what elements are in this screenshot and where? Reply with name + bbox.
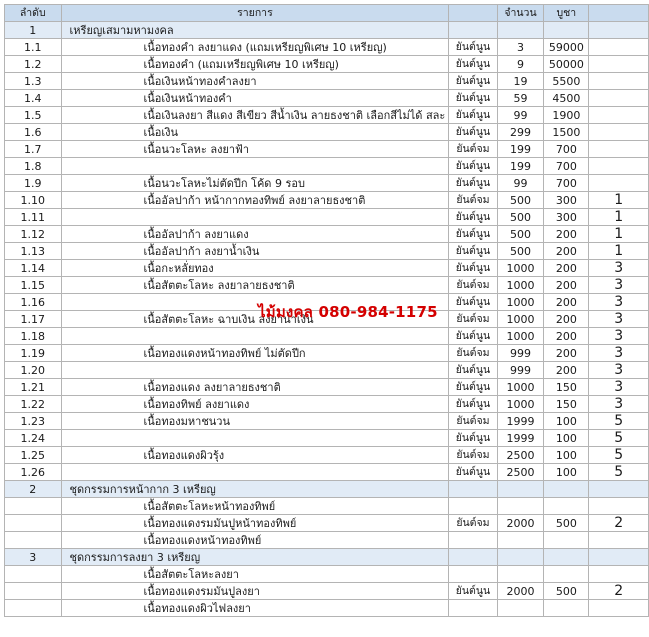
cell-no: 1.21 <box>5 379 62 396</box>
cell-extra <box>589 600 649 617</box>
cell-qty: 99 <box>497 175 544 192</box>
cell-extra: 1 <box>589 209 649 226</box>
cell-no: 1.3 <box>5 73 62 90</box>
cell-name: เนื้อทองแดงผิวรุ้ง <box>61 447 449 464</box>
cell-type: ยันต์นูน <box>449 430 497 447</box>
cell-price: 200 <box>544 260 589 277</box>
cell-extra <box>589 22 649 39</box>
cell-qty <box>497 600 544 617</box>
cell-extra: 3 <box>589 311 649 328</box>
cell-name: เนื้ออัลปาก้า หน้ากากทองทิพย์ ลงยาลายธงชาติ <box>61 192 449 209</box>
cell-name: เนื้อนวะโลหะไม่ตัดปีก โค้ด 9 รอบ <box>61 175 449 192</box>
table-row <box>5 447 649 464</box>
table-row <box>5 90 649 107</box>
cell-extra <box>589 39 649 56</box>
table-row <box>5 600 649 617</box>
cell-no: 1.23 <box>5 413 62 430</box>
cell-price: 300 <box>544 209 589 226</box>
cell-name: เนื้ออัลปาก้า ลงยาแดง <box>61 226 449 243</box>
cell-no: 1.15 <box>5 277 62 294</box>
cell-type: ยันต์นูน <box>449 464 497 481</box>
cell-no: 1.18 <box>5 328 62 345</box>
cell-name: เนื้อทองแดงหน้าทองทิพย์ ไม่ตัดปีก <box>61 345 449 362</box>
contact-watermark: ไม้มงคล 080-984-1175 <box>258 303 438 321</box>
cell-extra <box>589 107 649 124</box>
cell-no <box>5 566 62 583</box>
cell-price: 5500 <box>544 73 589 90</box>
cell-qty: 59 <box>497 90 544 107</box>
table-row <box>5 107 649 124</box>
table-row <box>5 566 649 583</box>
table-row <box>5 498 649 515</box>
cell-extra: 1 <box>589 192 649 209</box>
cell-extra <box>589 532 649 549</box>
cell-name: เนื้อสัตตะโลหะ ฉาบเงิน ลงยาน้ำเงิน <box>61 311 449 328</box>
cell-qty: 999 <box>497 345 544 362</box>
cell-type: ยันต์นูน <box>449 107 497 124</box>
table-row <box>5 158 649 175</box>
cell-type: ยันต์นูน <box>449 362 497 379</box>
cell-name: เนื้อสัตตะโลหะ ลงยาลายธงชาติ <box>61 277 449 294</box>
header-no: ลำดับ <box>5 5 62 22</box>
cell-type: ยันต์จม <box>449 192 497 209</box>
cell-no: 1.13 <box>5 243 62 260</box>
table-row <box>5 226 649 243</box>
cell-price: 700 <box>544 141 589 158</box>
cell-qty: 1000 <box>497 328 544 345</box>
table-row <box>5 192 649 209</box>
cell-qty: 500 <box>497 243 544 260</box>
table-row <box>5 277 649 294</box>
cell-price: 100 <box>544 464 589 481</box>
cell-name: เนื้อเงินหน้าทองคำลงยา <box>61 73 449 90</box>
table-row <box>5 243 649 260</box>
cell-type <box>449 600 497 617</box>
cell-price: 700 <box>544 158 589 175</box>
cell-name: เนื้อทองแดงหน้าทองทิพย์ <box>61 532 449 549</box>
table-row <box>5 141 649 158</box>
table-row <box>5 396 649 413</box>
table-row <box>5 430 649 447</box>
cell-extra: 5 <box>589 413 649 430</box>
cell-type: ยันต์นูน <box>449 226 497 243</box>
cell-no: 1.6 <box>5 124 62 141</box>
cell-price <box>544 566 589 583</box>
cell-name: เนื้อสัตตะโลหะหน้าทองทิพย์ <box>61 498 449 515</box>
cell-name: เนื้อทองแดงรมมันปูลงยา <box>61 583 449 600</box>
cell-price <box>544 481 589 498</box>
cell-qty: 199 <box>497 158 544 175</box>
cell-name: เนื้อทองแดงรมมันปูหน้าทองทิพย์ <box>61 515 449 532</box>
cell-extra: 2 <box>589 515 649 532</box>
cell-qty: 199 <box>497 141 544 158</box>
cell-no: 1.20 <box>5 362 62 379</box>
cell-type: ยันต์นูน <box>449 124 497 141</box>
cell-price <box>544 600 589 617</box>
table-row <box>5 379 649 396</box>
cell-name: เนื้อทองแดงผิวไฟลงยา <box>61 600 449 617</box>
cell-no: 3 <box>5 549 62 566</box>
cell-extra: 1 <box>589 226 649 243</box>
cell-name: เนื้อสัตตะโลหะลงยา <box>61 566 449 583</box>
cell-no: 2 <box>5 481 62 498</box>
cell-qty: 1000 <box>497 379 544 396</box>
cell-no: 1.11 <box>5 209 62 226</box>
cell-qty: 9 <box>497 56 544 73</box>
cell-extra: 5 <box>589 464 649 481</box>
cell-no: 1.7 <box>5 141 62 158</box>
cell-name <box>61 464 449 481</box>
cell-qty: 299 <box>497 124 544 141</box>
header-qty: จำนวน <box>497 5 544 22</box>
cell-extra: 5 <box>589 447 649 464</box>
cell-type <box>449 566 497 583</box>
cell-type <box>449 532 497 549</box>
cell-qty <box>497 566 544 583</box>
table-row <box>5 583 649 600</box>
cell-type: ยันต์จม <box>449 515 497 532</box>
group-row <box>5 549 649 566</box>
cell-name: เนื้อเงินลงยา สีแดง สีเขียว สีน้ำเงิน ลายธงชาติ เลือกสีไม่ได้ สละ <box>61 107 449 124</box>
cell-extra: 3 <box>589 277 649 294</box>
cell-price <box>544 498 589 515</box>
cell-qty: 3 <box>497 39 544 56</box>
cell-qty <box>497 549 544 566</box>
cell-price: 700 <box>544 175 589 192</box>
cell-qty: 1000 <box>497 311 544 328</box>
cell-no: 1.9 <box>5 175 62 192</box>
cell-qty: 19 <box>497 73 544 90</box>
cell-type: ยันต์จม <box>449 311 497 328</box>
cell-extra <box>589 175 649 192</box>
table-header-row <box>5 5 649 22</box>
cell-type: ยันต์จม <box>449 447 497 464</box>
cell-extra: 3 <box>589 362 649 379</box>
cell-extra <box>589 90 649 107</box>
header-name: รายการ <box>61 5 449 22</box>
cell-extra: 3 <box>589 379 649 396</box>
cell-qty: 1000 <box>497 260 544 277</box>
cell-price: 4500 <box>544 90 589 107</box>
cell-extra <box>589 56 649 73</box>
cell-type: ยันต์นูน <box>449 158 497 175</box>
cell-qty: 1000 <box>497 294 544 311</box>
cell-no: 1.22 <box>5 396 62 413</box>
cell-no <box>5 583 62 600</box>
group-row <box>5 22 649 39</box>
cell-name <box>61 362 449 379</box>
cell-qty: 1999 <box>497 413 544 430</box>
cell-price <box>544 532 589 549</box>
header-type <box>449 5 497 22</box>
table-row <box>5 515 649 532</box>
cell-extra: 5 <box>589 430 649 447</box>
cell-price: 200 <box>544 226 589 243</box>
cell-extra: 3 <box>589 345 649 362</box>
cell-type: ยันต์นูน <box>449 209 497 226</box>
cell-price: 150 <box>544 379 589 396</box>
cell-extra: 3 <box>589 328 649 345</box>
group-row <box>5 481 649 498</box>
cell-price: 100 <box>544 447 589 464</box>
cell-price <box>544 22 589 39</box>
cell-name: เนื้อเงิน <box>61 124 449 141</box>
cell-type: ยันต์นูน <box>449 583 497 600</box>
cell-name <box>61 209 449 226</box>
table-row <box>5 124 649 141</box>
price-list-sheet <box>4 4 649 617</box>
cell-no: 1.4 <box>5 90 62 107</box>
cell-no: 1.12 <box>5 226 62 243</box>
cell-qty: 2500 <box>497 447 544 464</box>
cell-no: 1.17 <box>5 311 62 328</box>
cell-name: เนื้อทองแดง ลงยาลายธงชาติ <box>61 379 449 396</box>
cell-extra: 3 <box>589 396 649 413</box>
cell-type: ยันต์นูน <box>449 396 497 413</box>
cell-name: ชุดกรรมการลงยา 3 เหรียญ <box>61 549 449 566</box>
cell-price: 100 <box>544 430 589 447</box>
cell-no: 1.25 <box>5 447 62 464</box>
cell-price: 50000 <box>544 56 589 73</box>
cell-type: ยันต์จม <box>449 413 497 430</box>
cell-type: ยันต์จม <box>449 277 497 294</box>
cell-extra: 2 <box>589 583 649 600</box>
cell-type: ยันต์นูน <box>449 379 497 396</box>
cell-no <box>5 515 62 532</box>
header-price: บูชา <box>544 5 589 22</box>
cell-extra: 3 <box>589 294 649 311</box>
cell-price: 200 <box>544 277 589 294</box>
cell-qty: 1000 <box>497 396 544 413</box>
cell-extra: 1 <box>589 243 649 260</box>
cell-no <box>5 600 62 617</box>
table-row <box>5 464 649 481</box>
table-row <box>5 175 649 192</box>
table-row <box>5 209 649 226</box>
cell-no: 1.8 <box>5 158 62 175</box>
cell-type: ยันต์นูน <box>449 243 497 260</box>
cell-qty: 999 <box>497 362 544 379</box>
cell-type: ยันต์นูน <box>449 56 497 73</box>
cell-name: เนื้อทองทิพย์ ลงยาแดง <box>61 396 449 413</box>
cell-name <box>61 328 449 345</box>
cell-price: 100 <box>544 413 589 430</box>
cell-extra <box>589 124 649 141</box>
table-row <box>5 260 649 277</box>
cell-qty <box>497 22 544 39</box>
cell-type: ยันต์จม <box>449 345 497 362</box>
cell-qty <box>497 481 544 498</box>
cell-no: 1.10 <box>5 192 62 209</box>
cell-price: 200 <box>544 294 589 311</box>
cell-type <box>449 549 497 566</box>
cell-qty: 2500 <box>497 464 544 481</box>
cell-name: เนื้อทองมหาชนวน <box>61 413 449 430</box>
cell-extra <box>589 158 649 175</box>
cell-name <box>61 158 449 175</box>
cell-extra <box>589 498 649 515</box>
cell-qty: 2000 <box>497 515 544 532</box>
table-row <box>5 362 649 379</box>
cell-no <box>5 532 62 549</box>
cell-type: ยันต์นูน <box>449 73 497 90</box>
cell-qty: 500 <box>497 226 544 243</box>
cell-type: ยันต์นูน <box>449 175 497 192</box>
cell-extra <box>589 549 649 566</box>
cell-extra <box>589 141 649 158</box>
cell-no <box>5 498 62 515</box>
cell-price: 200 <box>544 362 589 379</box>
cell-price: 200 <box>544 311 589 328</box>
cell-no: 1.14 <box>5 260 62 277</box>
cell-qty <box>497 532 544 549</box>
cell-qty <box>497 498 544 515</box>
cell-no: 1.2 <box>5 56 62 73</box>
cell-qty: 500 <box>497 192 544 209</box>
cell-name: เนื้อทองคำ (แถมเหรียญพิเศษ 10 เหรียญ) <box>61 56 449 73</box>
cell-name: ชุดกรรมการหน้ากาก 3 เหรียญ <box>61 481 449 498</box>
table-row <box>5 56 649 73</box>
cell-name: เนื้อนวะโลหะ ลงยาฟ้า <box>61 141 449 158</box>
cell-type: ยันต์นูน <box>449 39 497 56</box>
cell-price: 200 <box>544 328 589 345</box>
cell-type <box>449 22 497 39</box>
cell-type: ยันต์จม <box>449 141 497 158</box>
cell-no: 1.24 <box>5 430 62 447</box>
table-row <box>5 39 649 56</box>
cell-name: เนื้อทองคำ ลงยาแดง (แถมเหรียญพิเศษ 10 เหรียญ) <box>61 39 449 56</box>
cell-price <box>544 549 589 566</box>
cell-price: 500 <box>544 583 589 600</box>
cell-qty: 500 <box>497 209 544 226</box>
cell-no: 1.5 <box>5 107 62 124</box>
cell-price: 150 <box>544 396 589 413</box>
table-row <box>5 345 649 362</box>
cell-type: ยันต์นูน <box>449 260 497 277</box>
cell-qty: 99 <box>497 107 544 124</box>
cell-type: ยันต์นูน <box>449 90 497 107</box>
cell-no: 1.16 <box>5 294 62 311</box>
cell-extra <box>589 481 649 498</box>
header-extra <box>589 5 649 22</box>
cell-price: 1900 <box>544 107 589 124</box>
cell-qty: 2000 <box>497 583 544 600</box>
cell-price: 300 <box>544 192 589 209</box>
cell-name: เนื้อเงินหน้าทองคำ <box>61 90 449 107</box>
cell-extra <box>589 566 649 583</box>
cell-price: 1500 <box>544 124 589 141</box>
cell-price: 200 <box>544 345 589 362</box>
cell-price: 200 <box>544 243 589 260</box>
cell-no: 1 <box>5 22 62 39</box>
cell-type <box>449 481 497 498</box>
cell-extra: 3 <box>589 260 649 277</box>
cell-name: เนื้ออัลปาก้า ลงยาน้ำเงิน <box>61 243 449 260</box>
cell-no: 1.1 <box>5 39 62 56</box>
cell-qty: 1000 <box>497 277 544 294</box>
cell-price: 500 <box>544 515 589 532</box>
cell-extra <box>589 73 649 90</box>
cell-type: ยันต์นูน <box>449 328 497 345</box>
cell-price: 59000 <box>544 39 589 56</box>
cell-name: เนื้อกะหลั่ยทอง <box>61 260 449 277</box>
table-row <box>5 532 649 549</box>
cell-type: ยันต์นูน <box>449 294 497 311</box>
table-row <box>5 73 649 90</box>
table-row <box>5 413 649 430</box>
cell-name <box>61 430 449 447</box>
cell-no: 1.19 <box>5 345 62 362</box>
table-row <box>5 328 649 345</box>
cell-no: 1.26 <box>5 464 62 481</box>
cell-type <box>449 498 497 515</box>
cell-name: เหรียญเสมามหามงคล <box>61 22 449 39</box>
cell-qty: 1999 <box>497 430 544 447</box>
